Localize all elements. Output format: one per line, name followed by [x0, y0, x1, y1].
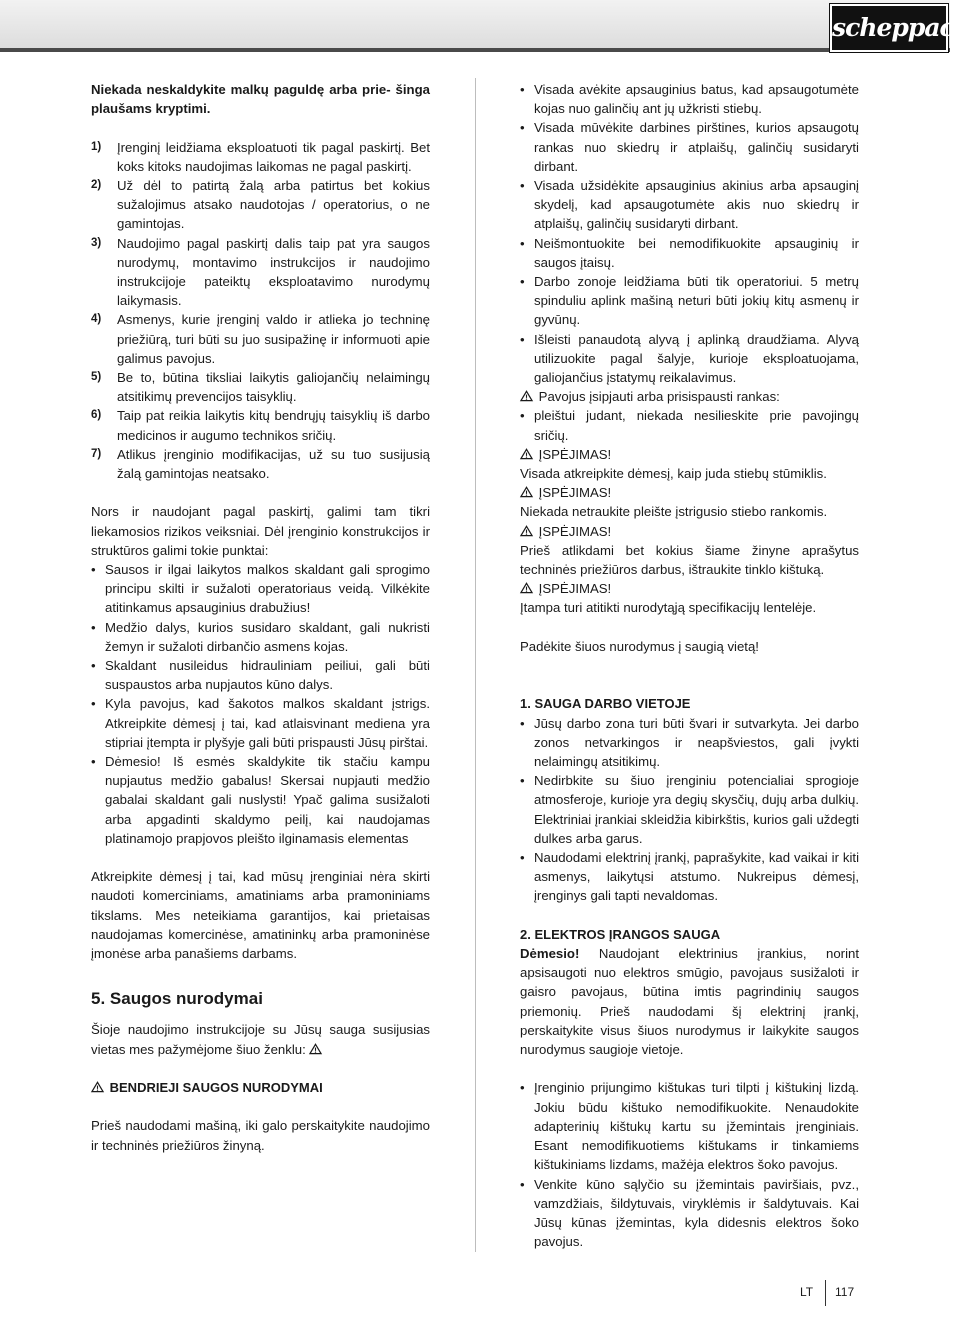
pinch-list	[520, 406, 859, 444]
risk-intro: Nors ir naudojant pagal paskirtį, galimi tam tikri liekamosios rizikos veiksniai. Dėl įrenginio konstrukcijos ir struktūros galimi tokie punktai:	[91, 504, 430, 558]
electrical-list	[520, 1078, 859, 1251]
section-heading: 2. ELEKTROS ĮRANGOS SAUGA	[520, 926, 721, 942]
usage-list	[91, 138, 430, 484]
warning-text: Įtampa turi atitikti nurodytąją specifikacijų lentelėje.	[520, 600, 817, 616]
warning-triangle-icon	[520, 390, 533, 402]
section-title: 5. Saugos nurodymai	[91, 989, 263, 1009]
warning-text: Visada atkreipkite dėmesį, kaip juda stiebų stūmiklis.	[520, 466, 827, 482]
list-item: • Visada avėkite apsauginius batus, kad apsaugotumėte kojas nuo galinčių ant jų užkristi stiebų.	[520, 80, 859, 118]
warning-triangle-icon	[520, 486, 533, 498]
list-item: • Išleisti panaudotą alyvą į aplinką draudžiama. Alyvą utilizuokite pagal šalyje, kurioje eksploatuojama, galiojančius įstatymų reikalavimus.	[520, 330, 859, 388]
risk-list	[91, 560, 430, 848]
brand-logo: scheppach	[830, 4, 948, 52]
page-number: 117	[835, 1285, 855, 1299]
list-item: • Kyla pavojus, kad šakotos malkos skaldant įstrigs. Atkreipkite dėmesį į tai, kad atlaisvinant mediena yra stipriai įtempta ir plyšyje gali būti prispausti Jūsų pirštai.	[91, 694, 430, 752]
list-item: • Visada mūvėkite darbines pirštines, kurios apsaugotų rankas nuo skiedrų ir atplaišų, galinčių susidaryti dirbant.	[520, 118, 859, 176]
list-item: 6) Taip pat reikia laikytis kitų bendrųjų taisyklių iš darbo medicinos ir augumo technikos sričių.	[91, 408, 430, 443]
general-text: Prieš naudodami mašiną, iki galo perskaitykite naudojimo ir techninės priežiūros žinyną.	[91, 1118, 430, 1153]
list-item: 3) Naudojimo pagal paskirtį dalis taip pat yra saugos nurodymų, montavimo instrukcijos ir naudojimo instrukcijoje pateiktų eksploatavimo nurodymų laikymasis.	[91, 235, 430, 309]
intro-bold: Niekada neskaldykite malkų paguldę arba prie- šinga plaušams kryptimi.	[91, 82, 430, 117]
warning-label: ĮSPĖJIMAS!	[520, 445, 859, 464]
list-item: • Skaldant nusileidus hidrauliniam peiliui, gali būti suspaustos arba nupjautos kūno dalys.	[91, 656, 430, 694]
commercial-note: Atkreipkite dėmesį į tai, kad mūsų įrenginiai nėra skirti naudoti komerciniams, amatiniams arba pramoniniams tikslams. Mes neteikiama garantijos, kai prietaisas naudojamas komercinėse, amatininkų arba pramoninėse įmonėse arba panašiems darbams.	[91, 869, 430, 962]
general-heading: BENDRIEJI SAUGOS NURODYMAI	[91, 1078, 430, 1097]
warning-triangle-icon	[309, 1043, 322, 1055]
footer-divider	[825, 1280, 826, 1306]
warning-triangle-icon	[520, 582, 533, 594]
header-line	[0, 48, 950, 52]
warning-triangle-icon	[520, 525, 533, 537]
list-item: • Venkite kūno sąlyčio su įžemintais paviršiais, pvz., vamzdžiais, šildytuvais, viryklėmis ir šaldytuvais. Kai Jūsų kūnas įžemintas, kyla didesnis elektros šoko pavojus.	[520, 1175, 859, 1252]
list-item: 1) Įrenginį leidžiama eksploatuoti tik pagal paskirtį. Bet koks kitoks naudojimas laikomas ne pagal paskirtį.	[91, 139, 430, 174]
warning-label: ĮSPĖJIMAS!	[520, 579, 859, 598]
list-item: • Jūsų darbo zona turi būti švari ir sutvarkyta. Jei darbo zonos netvarkingos ir neapšviestos, gali įvykti nelaimingų atsitikimų.	[520, 714, 859, 772]
list-item: • Neišmontuokite bei nemodifikuokite apsauginių ir saugos įtaisų.	[520, 234, 859, 272]
symbol-intro: Šioje naudojimo instrukcijoje su Jūsų sauga susijusias vietas mes pažymėjome šiuo ženklu:	[91, 1022, 430, 1057]
list-item: • Darbo zonoje leidžiama būti tik operatoriui. 5 metrų spinduliu aplink mašiną neturi būti jokių kitų asmenų ir gyvūnų.	[520, 272, 859, 330]
list-item: • pleištui judant, niekada nesilieskite prie pavojingų sričių.	[520, 406, 859, 444]
pinch-warning: Pavojus įsipjauti arba prisispausti rankas:	[520, 387, 859, 406]
list-item: • Visada užsidėkite apsauginius akinius arba apsauginį skydelį, kad apsaugotumėte akis nuo skiedrų ir atplaišų, galinčių susidaryti dirbant.	[520, 176, 859, 234]
warning-text: Niekada netraukite pleište įstrigusio stiebo rankomis.	[520, 504, 828, 520]
column-divider	[475, 78, 476, 1252]
list-item: 4) Asmenys, kurie įrenginį valdo ir atlieka jo techninę priežiūrą, turi būti su juo susipažinę ir informuoti apie galimus pavojus.	[91, 312, 430, 366]
list-item: • Dėmesio! Iš esmės skaldykite tik stačiu kampu nupjautus medžio gabalus! Skersai nupjauti medžio gabalai skaldant gali nuslysti! Ypač galima susižaloti arba apgadinti skaldymo peilį, kai naudojamas platinamojo prapjovos pleišto ilginamasis elementas	[91, 752, 430, 848]
electrical-intro: Dėmesio! Naudojant elektrinius įrankius, norint apsisaugoti nuo elektros smūgio, pavojaus susižaloti ir gaisro pavojaus, būtina imtis pagrindinių saugos priemonių. Prieš naudodami šį elektrinį įrankį, perskaitykite visus šiuos nurodymus ir laikykite saugos nurodymus saugioje vietoje.	[520, 946, 859, 1058]
right-column	[520, 80, 859, 1251]
keep-safe-note: Padėkite šiuos nurodymus į saugią vietą!	[520, 638, 759, 654]
workplace-list	[520, 714, 859, 906]
warning-triangle-icon	[520, 448, 533, 460]
list-item: • Sausos ir ilgai laikytos malkos skaldant gali sprogimo principu skilti ir sužaloti operatoriaus veidą. Vilkėkite atitinkamus apsauginius drabužius!	[91, 560, 430, 618]
warning-label: ĮSPĖJIMAS!	[520, 522, 859, 541]
list-item: 2) Už dėl to patirtą žalą arba patirtus bet kokius sužalojimus atsako naudotojas / operatorius, o ne gamintojas.	[91, 178, 430, 232]
left-column	[91, 80, 430, 1155]
list-item: 7) Atlikus įrenginio modifikacijas, už su tuo susijusią žalą gamintojas neatsako.	[91, 446, 430, 482]
ppe-list	[520, 80, 859, 387]
warning-text: Prieš atlikdami bet kokius šiame žinyne aprašytus techninės priežiūros darbus, ištraukite tinklo kištuką.	[520, 542, 859, 578]
list-item: • Naudodami elektrinį įrankį, paprašykite, kad vaikai ir kiti asmenys, laikytųsi atstumo. Nukreipus dėmesį, įrenginys gali tapti nevaldomas.	[520, 848, 859, 906]
list-item: 5) Be to, būtina tiksliai laikytis galiojančių nelaimingų atsitikimų prevencijos taisyklių.	[91, 370, 430, 405]
list-item: • Nedirbkite su šiuo įrenginiu potencialiai sprogioje atmosferoje, kurioje yra degių skysčių, dujų arba dulkių. Elektriniai įrankiai skleidžia kibirkštis, kurios gali uždegti dulkes arba garus.	[520, 771, 859, 848]
list-item: • Medžio dalys, kurios susidaro skaldant, gali nukristi žemyn ir sužaloti dirbančio asmens kojas.	[91, 618, 430, 656]
warning-label: ĮSPĖJIMAS!	[520, 483, 859, 502]
warning-triangle-icon	[91, 1081, 104, 1093]
footer-language: LT	[800, 1285, 814, 1299]
header-bar	[0, 0, 950, 50]
list-item: • Įrenginio prijungimo kištukas turi tilpti į kištukinį lizdą. Jokiu būdu kištuko nemodifikuokite. Nenaudokite adapterinių kištukų kartu su įžemintais įrenginiais. Esant nemodifikuotiems kištukams ir tinkamiems kištukiniams lizdams, mažėja elektros šoko pavojus.	[520, 1078, 859, 1174]
section-heading: 1. SAUGA DARBO VIETOJE	[520, 696, 691, 712]
